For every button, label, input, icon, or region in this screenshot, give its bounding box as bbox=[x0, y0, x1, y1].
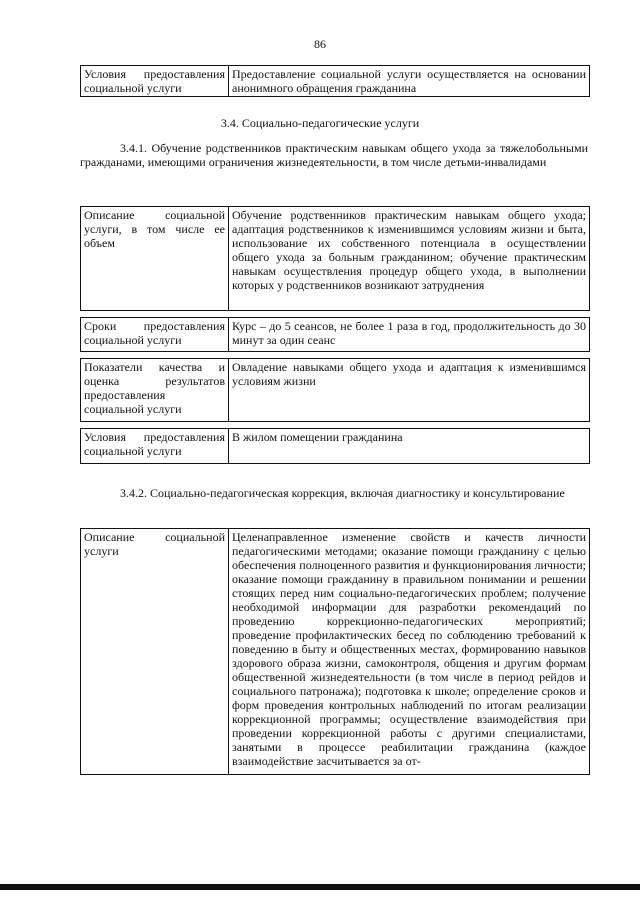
row-separator bbox=[81, 352, 590, 359]
row-text: Курс – до 5 сеансов, не более 1 раза в год, продолжительность до 30 минут за один сеанс bbox=[229, 318, 590, 352]
row-text: Обучение родственников практическим навыкам общего ухода; адаптация родственников к изменившимся условиям жизни и быта, использование их собственного потенциала в осуществлении общего ухода за больным гражданином; обучение практическим навыкам осуществления процедур общего ухода, в выполнении которых у родственников возникают затруднения bbox=[229, 207, 590, 311]
table-row bbox=[81, 359, 590, 422]
row-text: Целенаправленное изменение свойств и качеств личности педагогическими методами; оказание помощи гражданину с целью обеспечения полноценного развития и функционирования личности; оказание помощи гражданину в правильном понимании и решении стоящих перед ним социально-педагогических проблем; получение необходимой информации для разработки рекомендаций по проведению коррекционно-педагогических мероприятий; проведение профилактических бесед по соблюдению требований к поведению в быту и общественных местах, формированию навыков здорового образа жизни, самоконтроля, общения и другим формам общественной жизнедеятельности (в том числе в период рейдов и социального патронажа); подготовка к школе; определение сроков и форм проведения контрольных наблюдений по итогам реализации коррекционной программы; осуществление взаимодействия при проведении коррекционной работы с другими специалистами, занятыми в процессе реабилитации гражданина (каждое взаимодействие засчитывается за от- bbox=[229, 529, 590, 775]
row-label: Показатели качества и оценка результатов предоставления социальной услуги bbox=[81, 359, 229, 422]
table-row bbox=[81, 529, 590, 775]
subsection-342-title: 3.4.2. Социально-педагогическая коррекция, включая диагностику и консультирование bbox=[120, 486, 565, 500]
row-text: Овладение навыками общего ухода и адаптация к изменившимся условиям жизни bbox=[229, 359, 590, 422]
page-bottom-edge bbox=[0, 884, 640, 890]
subsection-341-title: 3.4.1. Обучение родственников практическим навыкам общего ухода за тяжелобольными гражданами, имеющими ограничения жизнедеятельности, в том числе детьми-инвалидами bbox=[80, 141, 588, 169]
row-label: Сроки предоставления социальной услуги bbox=[81, 318, 229, 352]
row-label: Условия предоставления социальной услуги bbox=[81, 66, 229, 97]
table-row bbox=[81, 207, 590, 311]
page-number: 86 bbox=[314, 37, 326, 51]
table-row bbox=[81, 429, 590, 464]
service-342-table bbox=[80, 528, 590, 775]
conditions-table bbox=[80, 65, 590, 97]
table-row bbox=[81, 318, 590, 352]
row-label: Описание социальной услуги, в том числе ее объем bbox=[81, 207, 229, 311]
section-heading: 3.4. Социально-педагогические услуги bbox=[220, 116, 420, 130]
row-label: Описание социальной услуги bbox=[81, 529, 229, 775]
row-text: Предоставление социальной услуги осуществляется на основании анонимного обращения гражданина bbox=[229, 66, 590, 97]
row-separator bbox=[81, 311, 590, 318]
table-row bbox=[81, 66, 590, 97]
row-separator bbox=[81, 422, 590, 429]
row-text: В жилом помещении гражданина bbox=[229, 429, 590, 464]
row-label: Условия предоставления социальной услуги bbox=[81, 429, 229, 464]
service-341-table bbox=[80, 206, 590, 464]
